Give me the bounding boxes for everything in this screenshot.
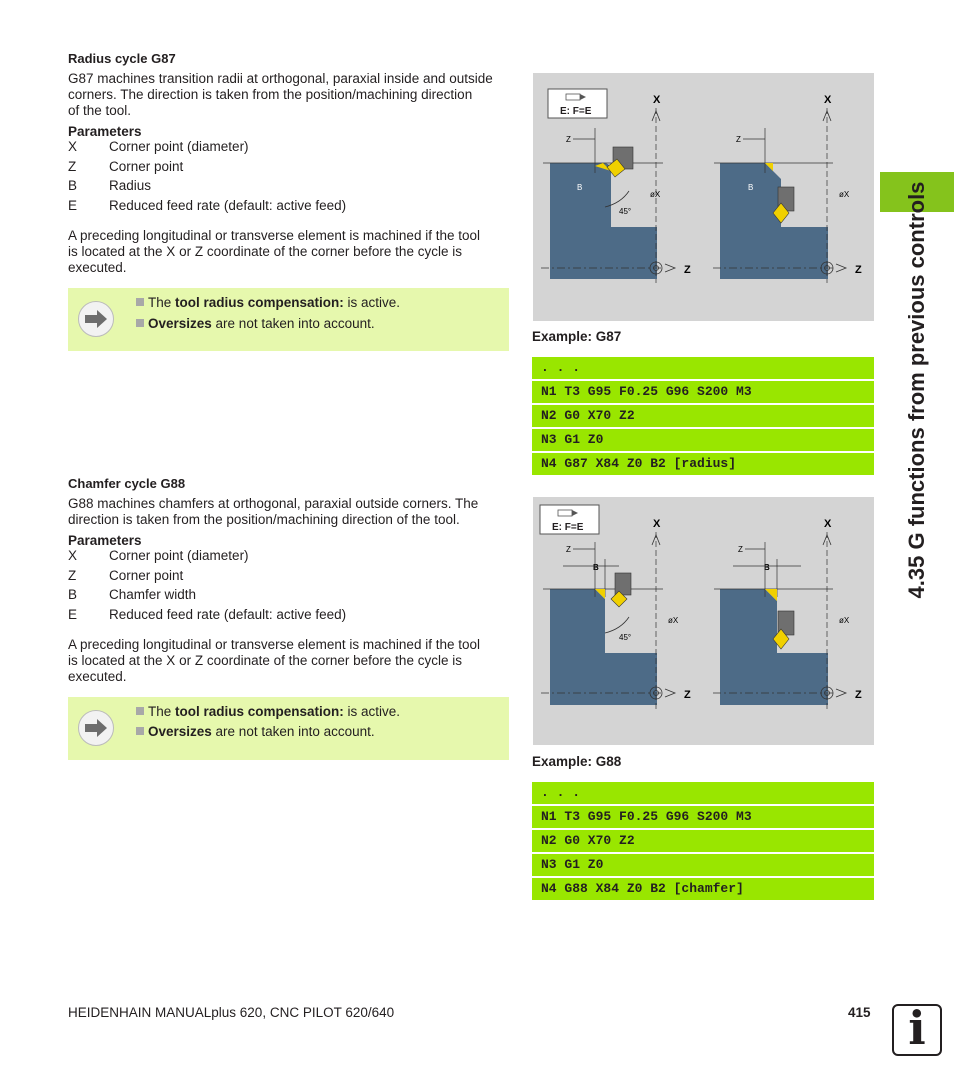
svg-text:B: B [748,183,754,192]
intro-paragraph-g88: G88 machines chamfers at orthogonal, paraxial outside corners. The direction is taken from the position/machining direction of the tool. [68,496,479,527]
code-line: N4 G88 X84 Z0 B2 [chamfer] [532,878,874,900]
svg-text:45°: 45° [619,633,632,642]
param-row: Z Corner point [68,567,184,583]
svg-text:B: B [764,563,770,572]
code-line: N3 G1 Z0 [532,429,874,451]
hint-line: Oversizes are not taken into account. [136,724,375,739]
arrow-right-icon [78,710,114,746]
mode-label: E: F=E [560,106,592,117]
bullet-icon [136,707,144,715]
figure-g88 [533,497,874,745]
code-line: N2 G0 X70 Z2 [532,830,874,852]
param-row: B Radius [68,178,152,193]
param-row: X Corner point (diameter) [68,548,249,563]
bullet-icon [136,727,144,735]
svg-text:Z: Z [566,545,571,554]
hint-box-g88 [68,697,509,760]
diagram-g87 [533,73,874,321]
section-heading-g88: Chamfer cycle G88 [68,476,186,491]
section-heading-g87: Radius cycle G87 [68,51,176,66]
code-line: N1 T3 G95 F0.25 G96 S200 M3 [532,381,874,403]
page-number: 415 [848,1005,871,1020]
code-line: N1 T3 G95 F0.25 G96 S200 M3 [532,806,874,828]
hint-line: The tool radius compensation: is active. [136,704,400,719]
svg-text:Z: Z [738,545,743,554]
svg-text:45°: 45° [619,207,632,216]
param-row: X Corner point (diameter) [68,139,249,154]
code-line: N3 G1 Z0 [532,854,874,876]
svg-text:øX: øX [650,190,661,199]
parameter-list-g88 [68,546,346,624]
svg-text:Z: Z [855,264,862,276]
svg-text:X: X [653,94,661,106]
svg-text:B: B [593,563,599,572]
note-paragraph-g88: A preceding longitudinal or transverse element is machined if the tool is located at the X or Z coordinate of the corner before the cycle is executed. [68,637,480,684]
mode-label: E: F=E [552,522,584,533]
svg-text:X: X [824,518,832,530]
diagram-g88 [533,497,874,745]
parameters-title-g87: Parameters [68,124,142,139]
bullet-icon [136,298,144,306]
note-paragraph-g87: A preceding longitudinal or transverse element is machined if the tool is located at the X or Z coordinate of the corner before the cycle is executed. [68,228,480,275]
svg-text:Z: Z [684,264,691,276]
param-row: E Reduced feed rate (default: active feed) [68,197,347,213]
svg-text:Z: Z [566,135,571,144]
svg-text:øX: øX [668,616,679,625]
intro-paragraph-g87: G87 machines transition radii at orthogonal, paraxial inside and outside corners. The direction is taken from the position/machining direction of the tool. [68,71,493,118]
svg-text:øX: øX [839,190,850,199]
svg-text:øX: øX [839,616,850,625]
svg-text:Z: Z [736,135,741,144]
hint-line: Oversizes are not taken into account. [136,316,375,331]
caption-g87: Example: G87 [532,329,622,344]
caption-g88: Example: G88 [532,754,622,769]
param-row: E Reduced feed rate (default: active feed) [68,606,347,622]
code-line: . . . [532,782,874,804]
svg-text:X: X [824,94,832,106]
footer-manual-title: HEIDENHAIN MANUALplus 620, CNC PILOT 620/640 [68,1005,395,1020]
arrow-right-icon [78,301,114,337]
param-row: Z Corner point [68,158,184,174]
hint-line: The tool radius compensation: is active. [136,295,400,310]
code-line: N2 G0 X70 Z2 [532,405,874,427]
code-line: . . . [532,357,874,379]
svg-text:Z: Z [855,689,862,701]
bullet-icon [136,319,144,327]
svg-text:Z: Z [684,689,691,701]
svg-text:B: B [577,183,583,192]
svg-text:X: X [653,518,661,530]
info-icon: i [892,1004,942,1056]
param-row: B Chamfer width [68,587,197,602]
parameter-list-g87 [68,137,346,215]
hint-box-g87 [68,288,509,351]
parameters-title-g88: Parameters [68,533,142,548]
code-line: N4 G87 X84 Z0 B2 [radius] [532,453,874,475]
figure-g87 [533,73,874,321]
